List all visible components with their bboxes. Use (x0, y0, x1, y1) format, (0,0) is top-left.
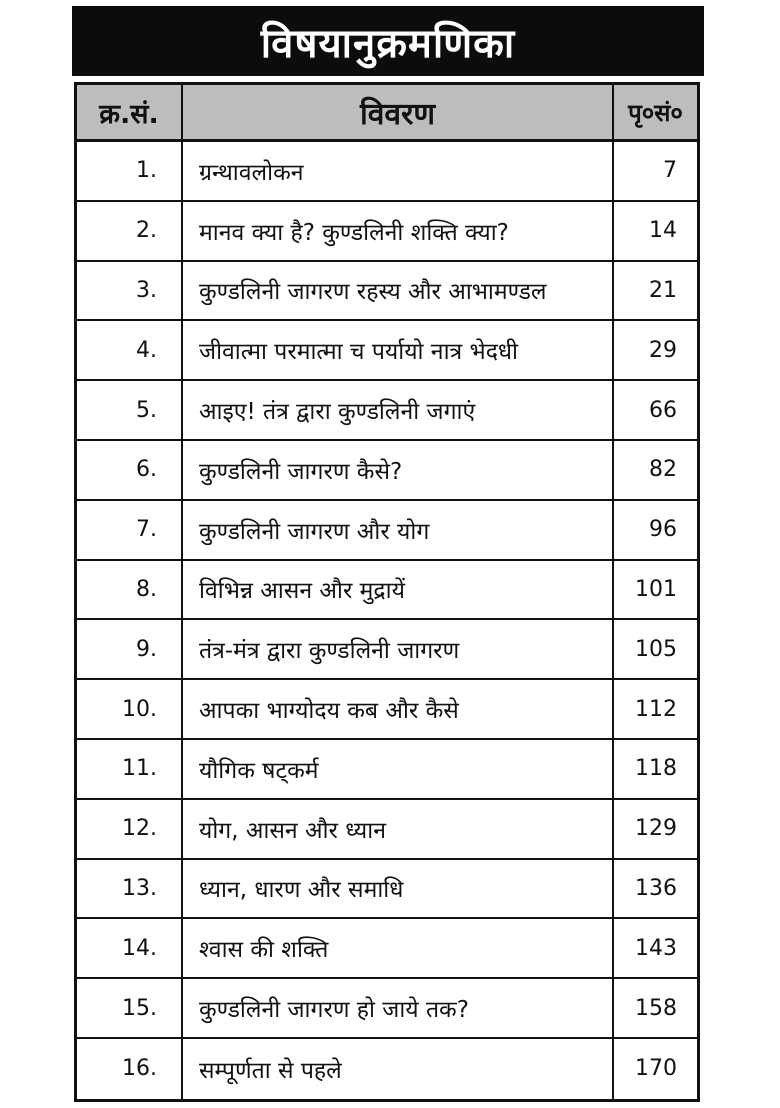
table-row (77, 860, 697, 920)
page-number: 66 (612, 381, 697, 439)
page-number: 96 (612, 501, 697, 559)
serial-number: 6. (136, 457, 157, 483)
page-number: 21 (612, 262, 697, 320)
page-number: 82 (612, 441, 697, 499)
chapter-title: जीवात्मा परमात्मा च पर्यायो नात्र भेदधी (181, 321, 612, 379)
chapter-title: कुण्डलिनी जागरण और योग (181, 501, 612, 559)
page-number: 101 (612, 561, 697, 619)
table-row (77, 142, 697, 202)
page-number: 136 (612, 860, 697, 918)
table-row (77, 1039, 697, 1099)
serial-number: 2. (136, 218, 157, 244)
serial-number: 9. (136, 636, 157, 662)
table-row (77, 441, 697, 501)
page-number: 112 (612, 680, 697, 738)
serial-number: 4. (136, 337, 157, 363)
serial-number: 16. (122, 1056, 157, 1082)
page-number: 158 (612, 979, 697, 1037)
table-row (77, 919, 697, 979)
header-description: विवरण (181, 85, 612, 139)
table-row (77, 979, 697, 1039)
serial-number: 15. (122, 995, 157, 1021)
serial-number: 11. (122, 756, 157, 782)
serial-number: 12. (122, 816, 157, 842)
table-row (77, 680, 697, 740)
chapter-title: तंत्र-मंत्र द्वारा कुण्डलिनी जागरण (181, 620, 612, 678)
chapter-title: योग, आसन और ध्यान (181, 800, 612, 858)
chapter-title: ग्रन्थावलोकन (181, 142, 612, 200)
contents-table (74, 82, 700, 1102)
table-row (77, 561, 697, 621)
page-number: 7 (612, 142, 697, 200)
chapter-title: आपका भाग्योदय कब और कैसे (181, 680, 612, 738)
serial-number: 5. (136, 397, 157, 423)
table-row (77, 740, 697, 800)
header-serial-number: क्र.सं. (99, 98, 159, 130)
page-number: 105 (612, 620, 697, 678)
table-header-row (77, 85, 697, 142)
page-number: 14 (612, 202, 697, 260)
table-body (77, 142, 697, 1099)
chapter-title: आइए! तंत्र द्वारा कुण्डलिनी जगाएं (181, 381, 612, 439)
chapter-title: कुण्डलिनी जागरण कैसे? (181, 441, 612, 499)
chapter-title: यौगिक षट्कर्म (181, 740, 612, 798)
serial-number: 10. (122, 696, 157, 722)
chapter-title: कुण्डलिनी जागरण हो जाये तक? (181, 979, 612, 1037)
chapter-title: सम्पूर्णता से पहले (181, 1039, 612, 1099)
serial-number: 14. (122, 935, 157, 961)
table-row (77, 262, 697, 322)
page-number: 170 (612, 1039, 697, 1099)
page-number: 129 (612, 800, 697, 858)
page-title: विषयानुक्रमणिका (260, 20, 516, 67)
table-row (77, 620, 697, 680)
table-row (77, 381, 697, 441)
chapter-title: श्वास की शक्ति (181, 919, 612, 977)
page-number: 143 (612, 919, 697, 977)
serial-number: 1. (136, 158, 157, 184)
chapter-title: ध्यान, धारण और समाधि (181, 860, 612, 918)
chapter-title: कुण्डलिनी जागरण रहस्य और आभामण्डल (181, 262, 612, 320)
title-banner (72, 6, 704, 76)
page-number: 118 (612, 740, 697, 798)
serial-number: 7. (136, 517, 157, 543)
table-row (77, 321, 697, 381)
serial-number: 13. (122, 875, 157, 901)
table-row (77, 501, 697, 561)
page-number: 29 (612, 321, 697, 379)
header-page-number: पृ०सं० (612, 85, 697, 139)
chapter-title: विभिन्न आसन और मुद्रायें (181, 561, 612, 619)
chapter-title: मानव क्या है? कुण्डलिनी शक्ति क्या? (181, 202, 612, 260)
serial-number: 8. (136, 576, 157, 602)
table-row (77, 800, 697, 860)
table-row (77, 202, 697, 262)
serial-number: 3. (136, 277, 157, 303)
